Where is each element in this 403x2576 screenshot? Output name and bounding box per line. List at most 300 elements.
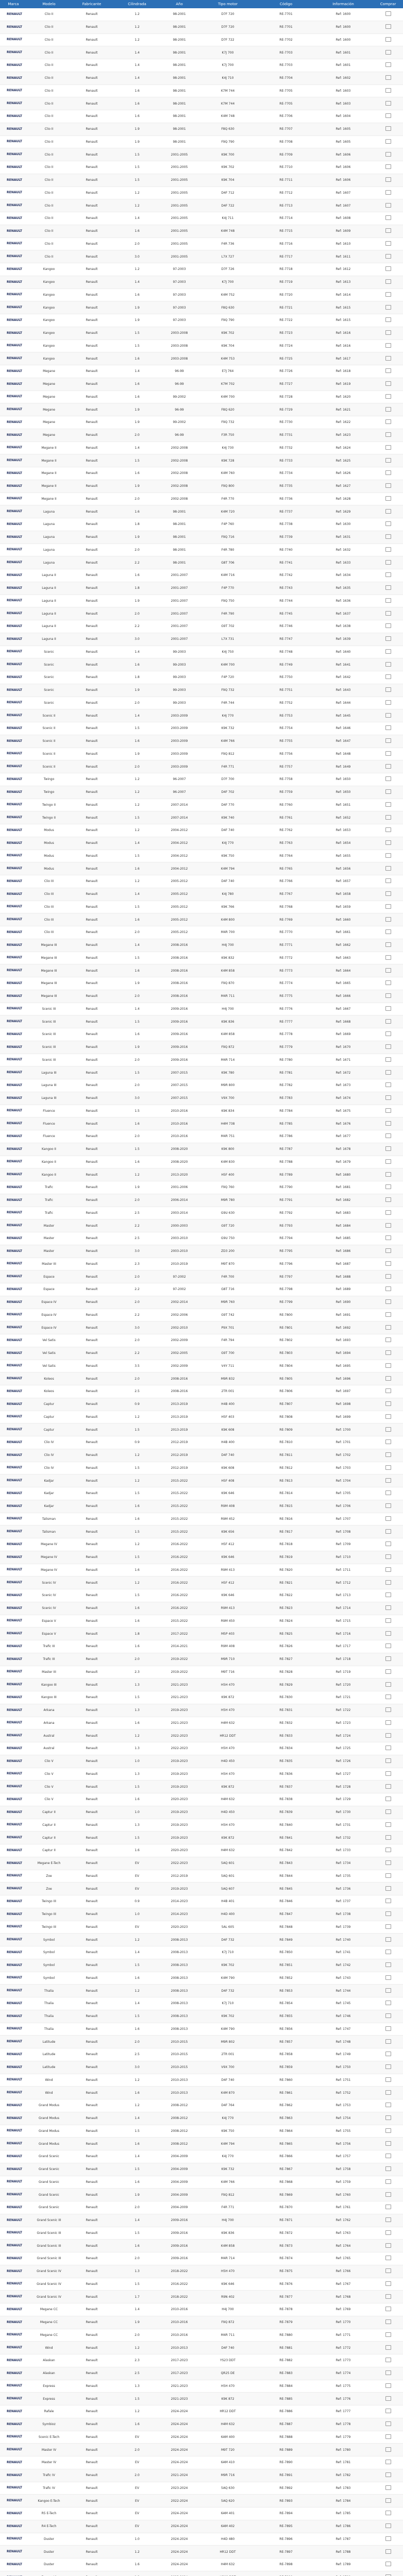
cart-icon[interactable]: [385, 1019, 391, 1024]
buy-cell[interactable]: [373, 837, 403, 850]
cart-icon[interactable]: [385, 2498, 391, 2503]
buy-cell[interactable]: [373, 1385, 403, 1398]
cart-icon[interactable]: [385, 266, 391, 271]
cart-icon[interactable]: [385, 1388, 391, 1393]
buy-cell[interactable]: [373, 174, 403, 187]
buy-cell[interactable]: [373, 1985, 403, 1997]
header-info[interactable]: Información: [313, 0, 373, 8]
buy-cell[interactable]: [373, 2354, 403, 2367]
cart-icon[interactable]: [385, 139, 391, 144]
cart-icon[interactable]: [385, 1350, 391, 1355]
cart-icon[interactable]: [385, 2319, 391, 2324]
buy-cell[interactable]: [373, 913, 403, 926]
cart-icon[interactable]: [385, 904, 391, 909]
cart-icon[interactable]: [385, 1414, 391, 1419]
buy-cell[interactable]: [373, 531, 403, 544]
cart-icon[interactable]: [385, 662, 391, 667]
buy-cell[interactable]: [373, 2163, 403, 2176]
buy-cell[interactable]: [373, 2329, 403, 2342]
cart-icon[interactable]: [385, 1618, 391, 1623]
cart-icon[interactable]: [385, 126, 391, 131]
cart-icon[interactable]: [385, 2307, 391, 2311]
buy-cell[interactable]: [373, 1934, 403, 1946]
cart-icon[interactable]: [385, 407, 391, 412]
buy-cell[interactable]: [373, 59, 403, 72]
cart-icon[interactable]: [385, 2166, 391, 2171]
buy-cell[interactable]: [373, 1334, 403, 1347]
header-engine[interactable]: Cilindrada: [112, 0, 162, 8]
cart-icon[interactable]: [385, 2281, 391, 2286]
cart-icon[interactable]: [385, 2052, 391, 2056]
cart-icon[interactable]: [385, 1159, 391, 1164]
cart-icon[interactable]: [385, 2256, 391, 2260]
cart-icon[interactable]: [385, 279, 391, 284]
buy-cell[interactable]: [373, 1028, 403, 1041]
buy-cell[interactable]: [373, 620, 403, 633]
buy-cell[interactable]: [373, 123, 403, 135]
cart-icon[interactable]: [385, 1516, 391, 1521]
buy-cell[interactable]: [373, 1475, 403, 1487]
cart-icon[interactable]: [385, 725, 391, 730]
buy-cell[interactable]: [373, 2507, 403, 2520]
buy-cell[interactable]: [373, 493, 403, 505]
buy-cell[interactable]: [373, 811, 403, 824]
cart-icon[interactable]: [385, 215, 391, 220]
buy-cell[interactable]: [373, 2125, 403, 2138]
buy-cell[interactable]: [373, 2176, 403, 2189]
cart-icon[interactable]: [385, 1784, 391, 1789]
buy-cell[interactable]: [373, 1628, 403, 1640]
buy-cell[interactable]: [373, 1691, 403, 1704]
buy-cell[interactable]: [373, 2010, 403, 2023]
buy-cell[interactable]: [373, 2546, 403, 2558]
cart-icon[interactable]: [385, 598, 391, 603]
buy-cell[interactable]: [373, 888, 403, 901]
cart-icon[interactable]: [385, 1541, 391, 1546]
buy-cell[interactable]: [373, 1615, 403, 1628]
cart-icon[interactable]: [385, 1133, 391, 1138]
cart-icon[interactable]: [385, 2179, 391, 2184]
cart-icon[interactable]: [385, 1006, 391, 1011]
buy-cell[interactable]: [373, 1092, 403, 1105]
buy-cell[interactable]: [373, 964, 403, 977]
buy-cell[interactable]: [373, 2405, 403, 2418]
buy-cell[interactable]: [373, 1895, 403, 1908]
cart-icon[interactable]: [385, 713, 391, 718]
cart-icon[interactable]: [385, 585, 391, 590]
buy-cell[interactable]: [373, 2303, 403, 2316]
buy-cell[interactable]: [373, 2150, 403, 2163]
cart-icon[interactable]: [385, 509, 391, 514]
buy-cell[interactable]: [373, 1360, 403, 1372]
buy-cell[interactable]: [373, 1832, 403, 1844]
cart-icon[interactable]: [385, 2536, 391, 2541]
cart-icon[interactable]: [385, 2562, 391, 2566]
buy-cell[interactable]: [373, 1768, 403, 1781]
buy-cell[interactable]: [373, 1283, 403, 1296]
buy-cell[interactable]: [373, 1538, 403, 1551]
cart-icon[interactable]: [385, 2345, 391, 2350]
cart-icon[interactable]: [385, 1299, 391, 1304]
cart-icon[interactable]: [385, 317, 391, 322]
buy-cell[interactable]: [373, 1883, 403, 1895]
cart-icon[interactable]: [385, 1082, 391, 1087]
buy-cell[interactable]: [373, 2393, 403, 2405]
buy-cell[interactable]: [373, 8, 403, 21]
cart-icon[interactable]: [385, 356, 391, 361]
buy-cell[interactable]: [373, 1156, 403, 1168]
buy-cell[interactable]: [373, 403, 403, 416]
cart-icon[interactable]: [385, 891, 391, 896]
buy-cell[interactable]: [373, 1105, 403, 1117]
cart-icon[interactable]: [385, 1950, 391, 1954]
cart-icon[interactable]: [385, 2294, 391, 2299]
cart-icon[interactable]: [385, 2128, 391, 2133]
cart-icon[interactable]: [385, 1337, 391, 1342]
cart-icon[interactable]: [385, 305, 391, 310]
buy-cell[interactable]: [373, 658, 403, 671]
cart-icon[interactable]: [385, 343, 391, 348]
buy-cell[interactable]: [373, 97, 403, 110]
cart-icon[interactable]: [385, 611, 391, 616]
cart-icon[interactable]: [385, 917, 391, 922]
buy-cell[interactable]: [373, 21, 403, 33]
buy-cell[interactable]: [373, 875, 403, 888]
buy-cell[interactable]: [373, 1219, 403, 1232]
header-make[interactable]: Fabricante: [71, 0, 112, 8]
cart-icon[interactable]: [385, 521, 391, 526]
cart-icon[interactable]: [385, 802, 391, 807]
cart-icon[interactable]: [385, 1937, 391, 1942]
cart-icon[interactable]: [385, 1911, 391, 1916]
buy-cell[interactable]: [373, 2278, 403, 2291]
cart-icon[interactable]: [385, 1797, 391, 1801]
cart-icon[interactable]: [385, 2115, 391, 2120]
buy-cell[interactable]: [373, 442, 403, 454]
buy-cell[interactable]: [373, 1130, 403, 1143]
buy-cell[interactable]: [373, 2214, 403, 2227]
cart-icon[interactable]: [385, 24, 391, 29]
buy-cell[interactable]: [373, 378, 403, 391]
cart-icon[interactable]: [385, 1070, 391, 1075]
buy-cell[interactable]: [373, 633, 403, 646]
buy-cell[interactable]: [373, 1844, 403, 1857]
buy-cell[interactable]: [373, 1411, 403, 1423]
cart-icon[interactable]: [385, 1707, 391, 1712]
cart-icon[interactable]: [385, 789, 391, 794]
cart-icon[interactable]: [385, 37, 391, 42]
cart-icon[interactable]: [385, 1376, 391, 1381]
buy-cell[interactable]: [373, 1258, 403, 1270]
cart-icon[interactable]: [385, 62, 391, 67]
cart-icon[interactable]: [385, 75, 391, 80]
buy-cell[interactable]: [373, 352, 403, 365]
cart-icon[interactable]: [385, 2370, 391, 2375]
buy-cell[interactable]: [373, 1500, 403, 1513]
buy-cell[interactable]: [373, 2482, 403, 2495]
buy-cell[interactable]: [373, 1577, 403, 1589]
cart-icon[interactable]: [385, 2383, 391, 2388]
buy-cell[interactable]: [373, 748, 403, 760]
buy-cell[interactable]: [373, 1079, 403, 1092]
buy-cell[interactable]: [373, 1551, 403, 1564]
cart-icon[interactable]: [385, 853, 391, 858]
buy-cell[interactable]: [373, 199, 403, 212]
cart-icon[interactable]: [385, 1656, 391, 1661]
cart-icon[interactable]: [385, 11, 391, 16]
cart-icon[interactable]: [385, 2141, 391, 2146]
buy-cell[interactable]: [373, 2291, 403, 2303]
cart-icon[interactable]: [385, 50, 391, 55]
buy-cell[interactable]: [373, 1054, 403, 1066]
cart-icon[interactable]: [385, 2103, 391, 2107]
cart-icon[interactable]: [385, 292, 391, 297]
cart-icon[interactable]: [385, 2039, 391, 2044]
cart-icon[interactable]: [385, 1286, 391, 1291]
cart-icon[interactable]: [385, 1809, 391, 1814]
buy-cell[interactable]: [373, 161, 403, 174]
buy-cell[interactable]: [373, 2201, 403, 2214]
cart-icon[interactable]: [385, 152, 391, 157]
buy-cell[interactable]: [373, 212, 403, 225]
cart-icon[interactable]: [385, 764, 391, 769]
buy-cell[interactable]: [373, 1372, 403, 1385]
header-buy[interactable]: Comprar: [373, 0, 403, 8]
buy-cell[interactable]: [373, 1436, 403, 1449]
cart-icon[interactable]: [385, 177, 391, 182]
cart-icon[interactable]: [385, 2421, 391, 2426]
cart-icon[interactable]: [385, 2332, 391, 2337]
buy-cell[interactable]: [373, 1398, 403, 1411]
cart-icon[interactable]: [385, 840, 391, 845]
buy-cell[interactable]: [373, 2252, 403, 2265]
cart-icon[interactable]: [385, 776, 391, 781]
buy-cell[interactable]: [373, 1653, 403, 1666]
cart-icon[interactable]: [385, 1860, 391, 1865]
buy-cell[interactable]: [373, 2036, 403, 2048]
buy-cell[interactable]: [373, 1207, 403, 1219]
buy-cell[interactable]: [373, 735, 403, 748]
cart-icon[interactable]: [385, 241, 391, 246]
buy-cell[interactable]: [373, 824, 403, 837]
buy-cell[interactable]: [373, 1462, 403, 1475]
cart-icon[interactable]: [385, 2077, 391, 2082]
cart-icon[interactable]: [385, 1592, 391, 1597]
buy-cell[interactable]: [373, 1819, 403, 1832]
cart-icon[interactable]: [385, 381, 391, 386]
buy-cell[interactable]: [373, 901, 403, 913]
header-motor[interactable]: Tipo motor: [197, 0, 259, 8]
cart-icon[interactable]: [385, 2205, 391, 2209]
cart-icon[interactable]: [385, 1567, 391, 1572]
buy-cell[interactable]: [373, 2061, 403, 2074]
buy-cell[interactable]: [373, 2099, 403, 2112]
buy-cell[interactable]: [373, 148, 403, 161]
cart-icon[interactable]: [385, 1210, 391, 1215]
cart-icon[interactable]: [385, 560, 391, 565]
buy-cell[interactable]: [373, 1347, 403, 1360]
buy-cell[interactable]: [373, 2418, 403, 2431]
buy-cell[interactable]: [373, 1793, 403, 1806]
buy-cell[interactable]: [373, 84, 403, 97]
buy-cell[interactable]: [373, 1781, 403, 1793]
buy-cell[interactable]: [373, 1296, 403, 1309]
buy-cell[interactable]: [373, 391, 403, 403]
buy-cell[interactable]: [373, 1066, 403, 1079]
buy-cell[interactable]: [373, 671, 403, 684]
cart-icon[interactable]: [385, 445, 391, 450]
cart-icon[interactable]: [385, 2511, 391, 2515]
header-code[interactable]: Código: [259, 0, 313, 8]
buy-cell[interactable]: [373, 46, 403, 59]
cart-icon[interactable]: [385, 1643, 391, 1648]
buy-cell[interactable]: [373, 1449, 403, 1462]
cart-icon[interactable]: [385, 2090, 391, 2095]
buy-cell[interactable]: [373, 582, 403, 595]
cart-icon[interactable]: [385, 534, 391, 539]
buy-cell[interactable]: [373, 1003, 403, 1015]
buy-cell[interactable]: [373, 2533, 403, 2546]
buy-cell[interactable]: [373, 263, 403, 276]
buy-cell[interactable]: [373, 1959, 403, 1972]
cart-icon[interactable]: [385, 623, 391, 628]
buy-cell[interactable]: [373, 607, 403, 620]
cart-icon[interactable]: [385, 1745, 391, 1750]
cart-icon[interactable]: [385, 1261, 391, 1266]
cart-icon[interactable]: [385, 993, 391, 998]
buy-cell[interactable]: [373, 2087, 403, 2099]
buy-cell[interactable]: [373, 556, 403, 569]
cart-icon[interactable]: [385, 1095, 391, 1100]
buy-cell[interactable]: [373, 1870, 403, 1883]
cart-icon[interactable]: [385, 2396, 391, 2401]
buy-cell[interactable]: [373, 1717, 403, 1730]
buy-cell[interactable]: [373, 1015, 403, 1028]
cart-icon[interactable]: [385, 827, 391, 832]
cart-icon[interactable]: [385, 2460, 391, 2464]
buy-cell[interactable]: [373, 1730, 403, 1742]
cart-icon[interactable]: [385, 2064, 391, 2069]
buy-cell[interactable]: [373, 1245, 403, 1258]
buy-cell[interactable]: [373, 595, 403, 607]
cart-icon[interactable]: [385, 1478, 391, 1483]
cart-icon[interactable]: [385, 1274, 391, 1279]
buy-cell[interactable]: [373, 135, 403, 148]
cart-icon[interactable]: [385, 1631, 391, 1636]
buy-cell[interactable]: [373, 2380, 403, 2393]
cart-icon[interactable]: [385, 1975, 391, 1980]
buy-cell[interactable]: [373, 2469, 403, 2482]
buy-cell[interactable]: [373, 33, 403, 46]
cart-icon[interactable]: [385, 1044, 391, 1049]
cart-icon[interactable]: [385, 1720, 391, 1725]
cart-icon[interactable]: [385, 700, 391, 705]
cart-icon[interactable]: [385, 942, 391, 947]
buy-cell[interactable]: [373, 2558, 403, 2571]
cart-icon[interactable]: [385, 1873, 391, 1878]
cart-icon[interactable]: [385, 1146, 391, 1151]
buy-cell[interactable]: [373, 505, 403, 518]
buy-cell[interactable]: [373, 722, 403, 735]
buy-cell[interactable]: [373, 72, 403, 84]
cart-icon[interactable]: [385, 1988, 391, 1993]
buy-cell[interactable]: [373, 2189, 403, 2201]
buy-cell[interactable]: [373, 2112, 403, 2125]
buy-cell[interactable]: [373, 187, 403, 199]
cart-icon[interactable]: [385, 2523, 391, 2528]
buy-cell[interactable]: [373, 314, 403, 327]
cart-icon[interactable]: [385, 190, 391, 195]
buy-cell[interactable]: [373, 1704, 403, 1717]
buy-cell[interactable]: [373, 786, 403, 799]
cart-icon[interactable]: [385, 228, 391, 233]
buy-cell[interactable]: [373, 2520, 403, 2533]
cart-icon[interactable]: [385, 1465, 391, 1470]
cart-icon[interactable]: [385, 113, 391, 118]
cart-icon[interactable]: [385, 1758, 391, 1763]
buy-cell[interactable]: [373, 2048, 403, 2061]
cart-icon[interactable]: [385, 1733, 391, 1738]
buy-cell[interactable]: [373, 2138, 403, 2150]
cart-icon[interactable]: [385, 88, 391, 93]
cart-icon[interactable]: [385, 432, 391, 437]
cart-icon[interactable]: [385, 878, 391, 883]
cart-icon[interactable]: [385, 2243, 391, 2248]
buy-cell[interactable]: [373, 1168, 403, 1181]
cart-icon[interactable]: [385, 751, 391, 756]
cart-icon[interactable]: [385, 636, 391, 641]
cart-icon[interactable]: [385, 1682, 391, 1687]
buy-cell[interactable]: [373, 990, 403, 1003]
buy-cell[interactable]: [373, 952, 403, 964]
cart-icon[interactable]: [385, 164, 391, 169]
buy-cell[interactable]: [373, 939, 403, 952]
cart-icon[interactable]: [385, 1057, 391, 1062]
cart-icon[interactable]: [385, 1605, 391, 1610]
cart-icon[interactable]: [385, 1669, 391, 1674]
header-model[interactable]: Modelo: [27, 0, 71, 8]
cart-icon[interactable]: [385, 1172, 391, 1177]
cart-icon[interactable]: [385, 955, 391, 960]
cart-icon[interactable]: [385, 2154, 391, 2158]
buy-cell[interactable]: [373, 1513, 403, 1526]
cart-icon[interactable]: [385, 1771, 391, 1776]
buy-cell[interactable]: [373, 544, 403, 556]
buy-cell[interactable]: [373, 2342, 403, 2354]
buy-cell[interactable]: [373, 709, 403, 722]
cart-icon[interactable]: [385, 866, 391, 871]
buy-cell[interactable]: [373, 773, 403, 786]
cart-icon[interactable]: [385, 2472, 391, 2477]
cart-icon[interactable]: [385, 1121, 391, 1126]
buy-cell[interactable]: [373, 850, 403, 862]
cart-icon[interactable]: [385, 2485, 391, 2490]
buy-cell[interactable]: [373, 2265, 403, 2278]
buy-cell[interactable]: [373, 1423, 403, 1436]
cart-icon[interactable]: [385, 458, 391, 463]
cart-icon[interactable]: [385, 1325, 391, 1330]
cart-icon[interactable]: [385, 2230, 391, 2235]
buy-cell[interactable]: [373, 2240, 403, 2252]
buy-cell[interactable]: [373, 429, 403, 442]
buy-cell[interactable]: [373, 1181, 403, 1194]
buy-cell[interactable]: [373, 1487, 403, 1500]
cart-icon[interactable]: [385, 2447, 391, 2452]
buy-cell[interactable]: [373, 276, 403, 289]
cart-icon[interactable]: [385, 1490, 391, 1495]
cart-icon[interactable]: [385, 1452, 391, 1457]
buy-cell[interactable]: [373, 1117, 403, 1130]
